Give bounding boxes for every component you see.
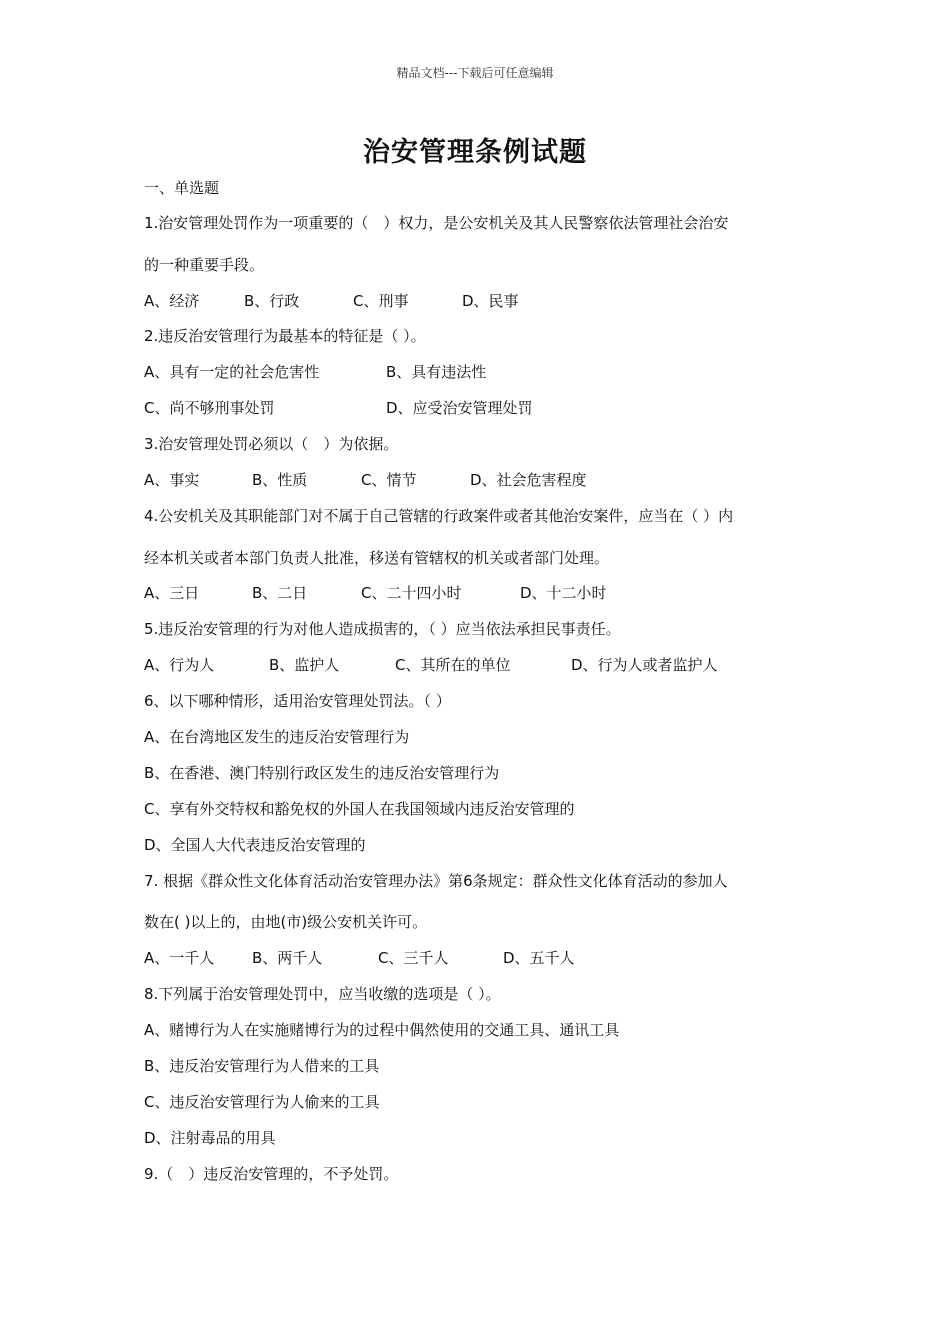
question-1-option-d: D、民事 xyxy=(462,292,519,310)
question-3-line-1: 3.治安管理处罚必须以（ ）为依据。 xyxy=(144,435,399,453)
question-9-line-1: 9.（ ）违反治安管理的，不予处罚。 xyxy=(144,1165,399,1183)
question-5-line-1: 5.违反治安管理的行为对他人造成损害的，（ ）应当依法承担民事责任。 xyxy=(144,620,621,638)
question-7-option-a: A、一千人 xyxy=(144,949,215,967)
question-7-line-1: 7. 根据《群众性文化体育活动治安管理办法》第6条规定：群众性文化体育活动的参加人 xyxy=(144,872,728,890)
question-1-option-c: C、刑事 xyxy=(353,292,409,310)
question-6-option-d: D、全国人大代表违反治安管理的 xyxy=(144,836,366,854)
question-1-line-2: 的一种重要手段。 xyxy=(144,256,265,274)
question-7-option-c: C、三千人 xyxy=(378,949,449,967)
question-3-option-b: B、性质 xyxy=(252,471,308,489)
question-2-option-c: C、尚不够刑事处罚 xyxy=(144,399,275,417)
question-8-option-a: A、赌博行为人在实施赌博行为的过程中偶然使用的交通工具、通讯工具 xyxy=(144,1021,620,1039)
question-1-option-b: B、行政 xyxy=(244,292,300,310)
question-4-option-d: D、十二小时 xyxy=(520,584,607,602)
question-2-option-b: B、具有违法性 xyxy=(386,363,487,381)
question-4-option-a: A、三日 xyxy=(144,584,200,602)
question-1-line-1: 1.治安管理处罚作为一项重要的（ ）权力，是公安机关及其人民警察依法管理社会治安 xyxy=(144,214,729,232)
question-5-option-c: C、其所在的单位 xyxy=(395,656,511,674)
question-5-option-d: D、行为人或者监护人 xyxy=(571,656,718,674)
section-heading: 一、单选题 xyxy=(144,179,220,197)
question-6-line-1: 6、以下哪种情形，适用治安管理处罚法。（ ） xyxy=(144,692,451,710)
question-4-line-2: 经本机关或者本部门负责人批准，移送有管辖权的机关或者部门处理。 xyxy=(144,549,610,567)
question-6-option-a: A、在台湾地区发生的违反治安管理行为 xyxy=(144,728,410,746)
question-8-option-d: D、注射毒品的用具 xyxy=(144,1129,276,1147)
question-8-option-c: C、违反治安管理行为人偷来的工具 xyxy=(144,1093,380,1111)
question-5-option-a: A、行为人 xyxy=(144,656,215,674)
question-2-option-d: D、应受治安管理处罚 xyxy=(386,399,533,417)
question-7-option-d: D、五千人 xyxy=(503,949,575,967)
question-3-option-c: C、情节 xyxy=(361,471,417,489)
header-note: 精品文档---下载后可任意编辑 xyxy=(396,66,554,80)
question-3-option-a: A、事实 xyxy=(144,471,200,489)
question-7-option-b: B、两千人 xyxy=(252,949,323,967)
question-8-line-1: 8.下列属于治安管理处罚中，应当收缴的选项是（ ）。 xyxy=(144,985,501,1003)
question-2-option-a: A、具有一定的社会危害性 xyxy=(144,363,320,381)
question-1-option-a: A、经济 xyxy=(144,292,200,310)
question-5-option-b: B、监护人 xyxy=(269,656,340,674)
question-8-option-b: B、违反治安管理行为人借来的工具 xyxy=(144,1057,380,1075)
question-2-line-1: 2.违反治安管理行为最基本的特征是（ ）。 xyxy=(144,327,426,345)
question-3-option-d: D、社会危害程度 xyxy=(470,471,587,489)
question-6-option-b: B、在香港、澳门特别行政区发生的违反治安管理行为 xyxy=(144,764,500,782)
page-title: 治安管理条例试题 xyxy=(363,137,587,168)
question-4-option-b: B、二日 xyxy=(252,584,308,602)
question-4-option-c: C、二十四小时 xyxy=(361,584,462,602)
question-4-line-1: 4.公安机关及其职能部门对不属于自己管辖的行政案件或者其他治安案件，应当在（ ）内 xyxy=(144,507,734,525)
question-6-option-c: C、享有外交特权和豁免权的外国人在我国领域内违反治安管理的 xyxy=(144,800,575,818)
question-7-line-2: 数在( )以上的，由地(市)级公安机关许可。 xyxy=(144,913,428,931)
